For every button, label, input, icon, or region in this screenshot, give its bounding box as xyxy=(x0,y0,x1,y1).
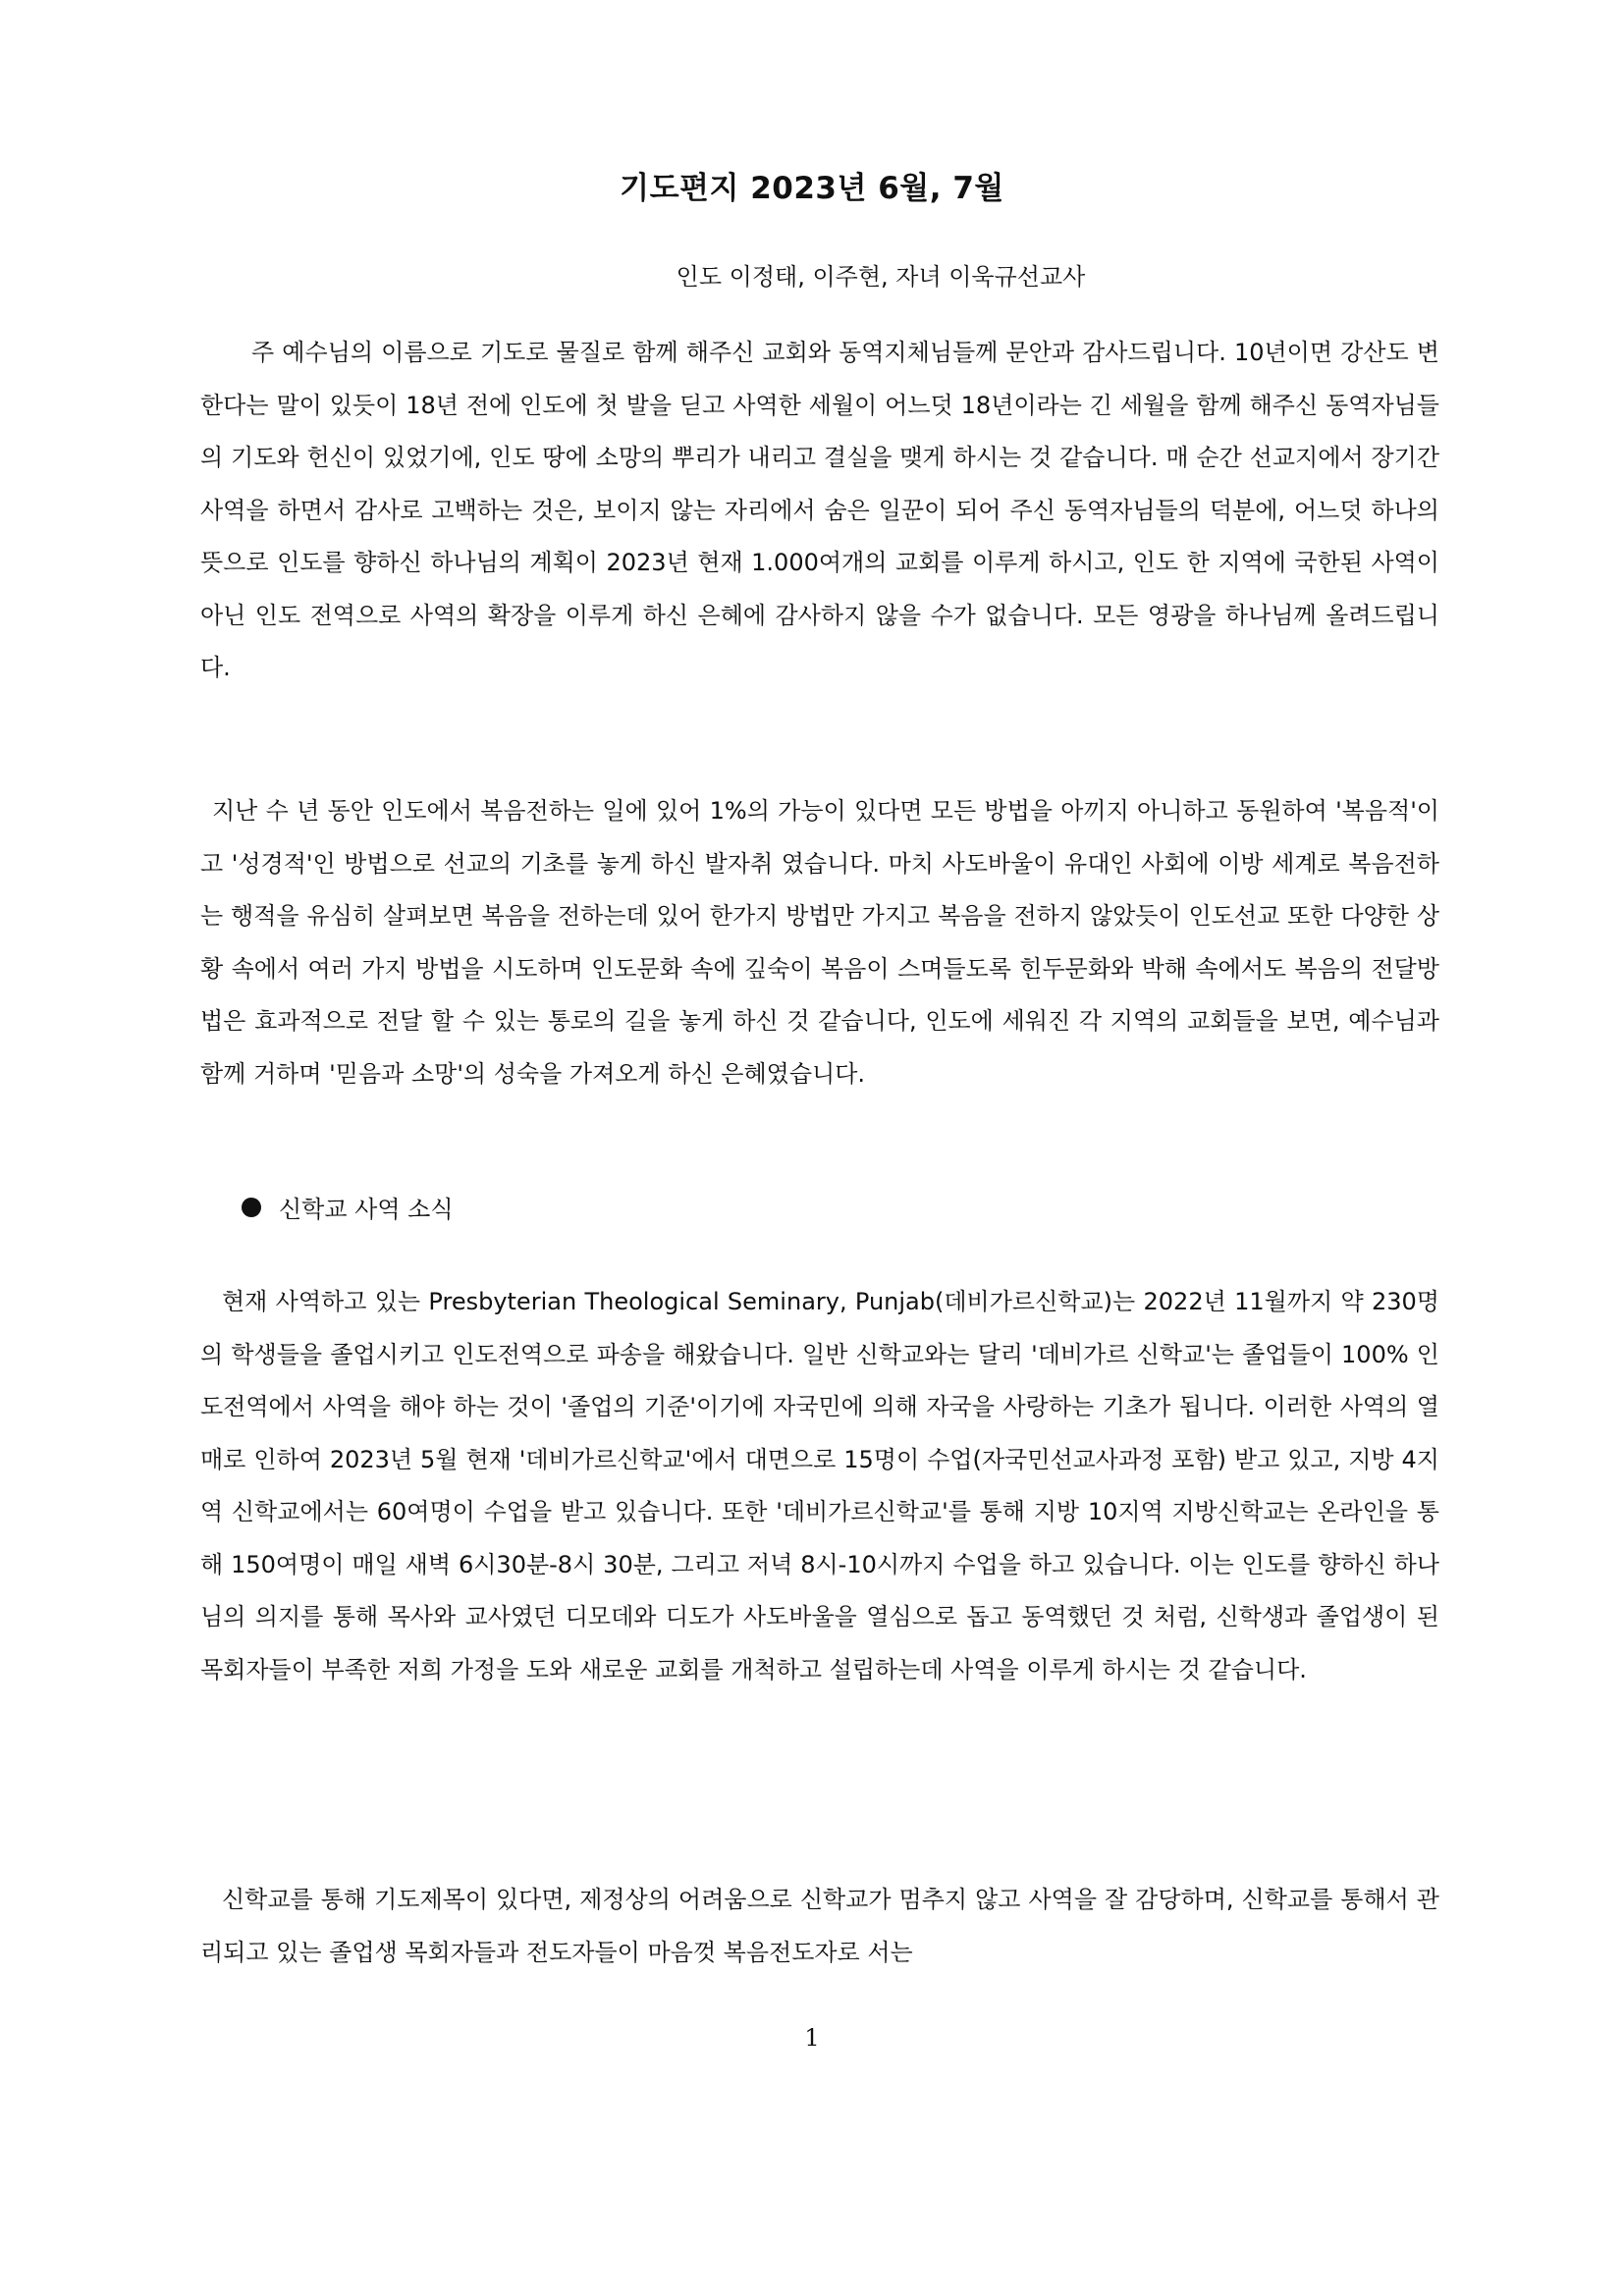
page-number: 1 xyxy=(804,2024,820,2052)
section-heading-label: 신학교 사역 소식 xyxy=(279,1196,454,1223)
paragraph-mission-history: 지난 수 년 동안 인도에서 복음전하는 일에 있어 1%의 가능이 있다면 모든 방법을 아끼지 아니하고 동원하여 '복음적'이고 '성경적'인 방법으로 선교의 기초를 놓게 하신 발자취 였습니다. 마치 사도바울이 유대인 사회에 이방 세계로 복음전하는 행적을 유심히 살펴보면 복음을 전하는데 있어 한가지 방법만 가지고 복음을 전하지 않았듯이 인도선교 또한 다양한 상황 속에서 여러 가지 방법을 시도하며 인도문화 속에 깊숙이 복음이 스며들도록 힌두문화와 박해 속에서도 복음의 전달방법은 효과적으로 전달 할 수 있는 통로의 길을 놓게 하신 것 같습니다, 인도에 세워진 각 지역의 교회들을 보면, 예수님과 함께 거하며 '믿음과 소망'의 성숙을 가져오게 하신 은혜였습니다. xyxy=(200,797,1439,1088)
bullet-icon xyxy=(242,1198,261,1217)
letter-title: 기도편지 2023년 6월, 7월 xyxy=(620,171,1004,206)
paragraph-greeting: 주 예수님의 이름으로 기도로 물질로 함께 해주신 교회와 동역지체님들께 문안과 감사드립니다. 10년이면 강산도 변한다는 말이 있듯이 18년 전에 인도에 첫 발을 딛고 사역한 세월이 어느덧 18년이라는 긴 세월을 함께 해주신 동역자님들의 기도와 헌신이 있었기에, 인도 땅에 소망의 뿌리가 내리고 결실을 맺게 하시는 것 같습니다. 매 순간 선교지에서 장기간 사역을 하면서 감사로 고백하는 것은, 보이지 않는 자리에서 숨은 일꾼이 되어 주신 동역자님들의 덕분에, 어느덧 하나의 뜻으로 인도를 향하신 하나님의 계획이 2023년 현재 1.000여개의 교회를 이루게 하시고, 인도 한 지역에 국한된 사역이 아닌 인도 전역으로 사역의 확장을 이루게 하신 은혜에 감사하지 않을 수가 없습니다. 모든 영광을 하나님께 올려드립니다. xyxy=(200,339,1439,681)
section-heading-seminary xyxy=(242,1190,454,1224)
paragraph-prayer-requests: 신학교를 통해 기도제목이 있다면, 제정상의 어려움으로 신학교가 멈추지 않고 사역을 잘 감당하며, 신학교를 통해서 관리되고 있는 졸업생 목회자들과 전도자들이 마음껏 복음전도자로 서는 xyxy=(200,1886,1439,1966)
letter-subtitle: 인도 이정태, 이주현, 자녀 이욱규선교사 xyxy=(676,263,1086,291)
paragraph-seminary-news: 현재 사역하고 있는 Presbyterian Theological Seminary, Punjab(데비가르신학교)는 2022년 11월까지 약 230명의 학생들을 졸업시키고 인도전역으로 파송을 해왔습니다. 일반 신학교와는 달리 '데비가르 신학교'는 졸업들이 100% 인도전역에서 사역을 해야 하는 것이 '졸업의 기준'이기에 자국민에 의해 자국을 사랑하는 기초가 됩니다. 이러한 사역의 열매로 인하여 2023년 5월 현재 '데비가르신학교'에서 대면으로 15명이 수업(자국민선교사과정 포함) 받고 있고, 지방 4지역 신학교에서는 60여명이 수업을 받고 있습니다. 또한 '데비가르신학교'를 통해 지방 10지역 지방신학교는 온라인을 통해 150여명이 매일 새벽 6시30분-8시 30분, 그리고 저녁 8시-10시까지 수업을 하고 있습니다. 이는 인도를 향하신 하나님의 의지를 통해 목사와 교사였던 디모데와 디도가 사도바울을 열심으로 돕고 동역했던 것 처럼, 신학생과 졸업생이 된 목회자들이 부족한 저희 가정을 도와 새로운 교회를 개척하고 설립하는데 사역을 이루게 하시는 것 같습니다. xyxy=(200,1288,1439,1683)
